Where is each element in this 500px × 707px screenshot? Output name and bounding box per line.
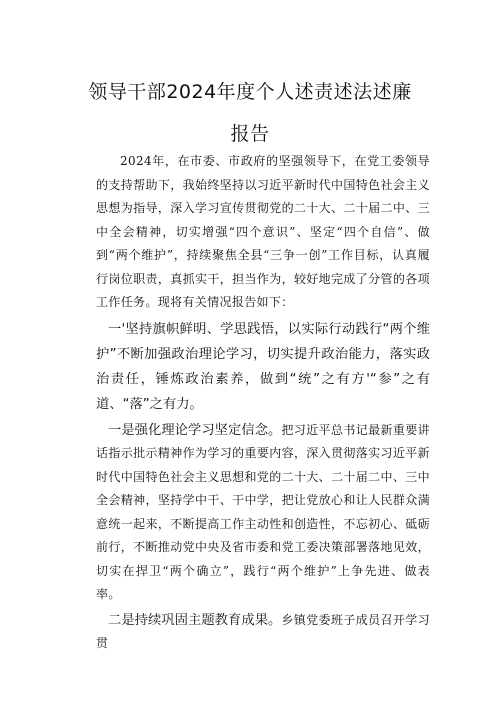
document-title-line-2: 报告 [230, 123, 270, 145]
item-text-2: 乡镇党委班子成员召开学习贯 [96, 612, 431, 650]
section-heading-1: 一'坚持旗帜鲜明、学思践悟，以实际行动践行“两个维护”不断加强政治理论学习，切实提升政治能力，落实政治责任，锤炼政治素养，做到“统”之有方'“参”之有道、“落”之有力。 [96, 321, 430, 412]
item-paragraph-2 [96, 609, 430, 656]
document-title-line-1: 领导干部2024年度个人述责述法述廉 [88, 81, 412, 103]
document-body [96, 150, 430, 656]
item-lead-2: 二是持续巩固主题教育成果。 [108, 612, 282, 628]
item-paragraph-1 [96, 419, 430, 607]
item-lead-1: 一是强化理论学习坚定信念。 [108, 422, 282, 438]
item-text-1: 把习近平总书记最新重要讲话指示批示精神作为学习的重要内容，深入贯彻落实习近平新时代中国特色社会主义思想和党的二十大、二十届二中、三中全会精神，坚持学中干、干中学，把让党放心和让人民群众满意统一起来，不断提高工作主动性和创造性，不忘初心、砥砺前行，不断推动党中央及省市委和党工委决策部署落地见效，切实在捍卫“两个确立”，践行“两个维护”上争先进、做表率。 [96, 422, 431, 601]
intro-paragraph: 2024年，在市委、市政府的坚强领导下，在党工委领导的支持帮助下，我始终坚持以习近平新时代中国特色社会主义思想为指导，深入学习宣传贯彻党的二十大、二十届二中、三中全会精神，切实增强“四个意识”、坚定“四个自信”、做到“两个维护”，持续聚焦全县“三争一创”工作目标，认真履行岗位职责，真抓实干，担当作为，较好地完成了分管的各项工作任务。现将有关情况报告如下： [96, 154, 430, 309]
